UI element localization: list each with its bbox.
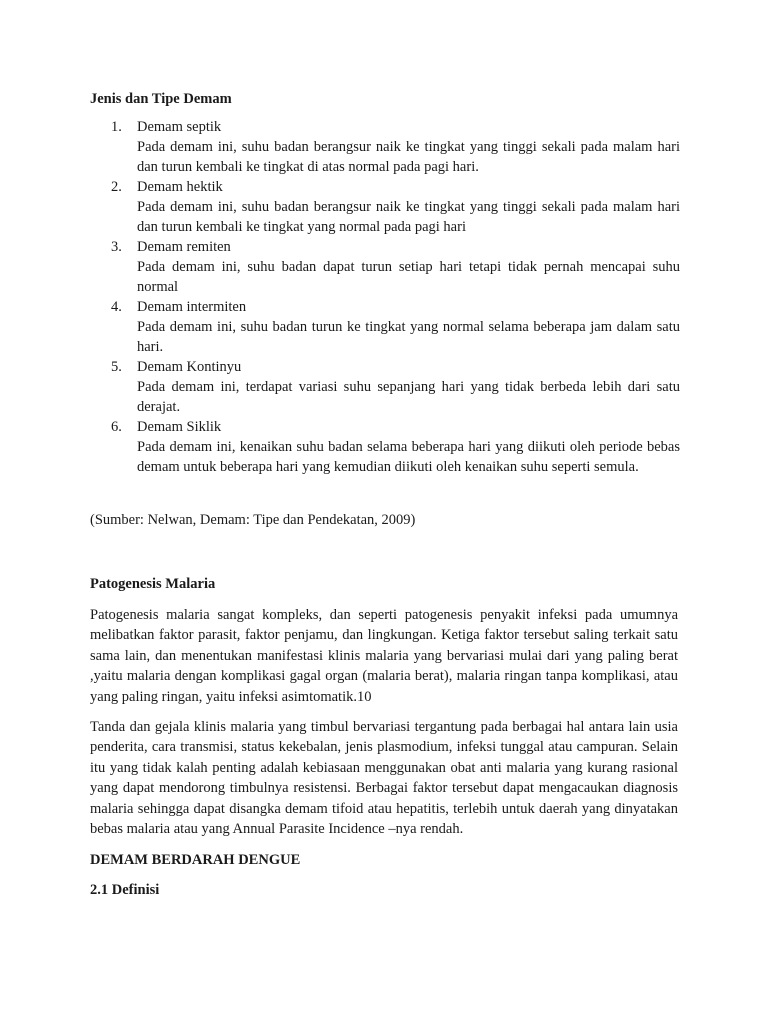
list-item-description: Pada demam ini, suhu badan turun ke tingkat yang normal selama beberapa jam dalam satu hari.: [137, 319, 680, 355]
list-item-description: Pada demam ini, terdapat variasi suhu sepanjang hari yang tidak berbeda lebih dari satu derajat.: [137, 379, 680, 415]
list-item-number: 2.: [111, 179, 122, 195]
list-item-number: 4.: [111, 299, 122, 315]
malaria-paragraph-1: Patogenesis malaria sangat kompleks, dan seperti patogenesis penyakit infeksi pada umumnya melibatkan faktor parasit, faktor penjamu, dan lingkungan. Ketiga faktor tersebut saling terkait satu sama lain, dan menentukan manifestasi klinis malaria yang bervariasi mulai dari yang paling berat ,yaitu malaria dengan komplikasi gagal organ (malaria berat), malaria ringan tanpa komplikasi, atau yang paling ringan, yaitu infeksi asimtomatik.10: [90, 607, 678, 705]
list-item-number: 1.: [111, 119, 122, 135]
source-citation: (Sumber: Nelwan, Demam: Tipe dan Pendekatan, 2009): [90, 512, 416, 528]
list-item-title: Demam Kontinyu: [137, 359, 242, 375]
list-item-title: Demam remiten: [137, 239, 231, 255]
fever-types-list: [90, 117, 680, 477]
list-item-description: Pada demam ini, suhu badan berangsur naik ke tingkat yang tinggi sekali pada malam hari dan turun kembali ke tingkat yang normal pada pagi hari: [137, 199, 680, 235]
list-item-title: Demam intermiten: [137, 299, 247, 315]
list-item-number: 3.: [111, 239, 122, 255]
malaria-paragraph-2: Tanda dan gejala klinis malaria yang timbul bervariasi tergantung pada berbagai hal antara lain usia penderita, cara transmisi, status kekebalan, jenis plasmodium, infeksi tunggal atau campuran. Selain itu yang tidak kalah penting adalah kebiasaan menggunakan obat anti malaria yang kurang rasional yang dapat mendorong timbulnya resistensi. Berbagai faktor tersebut dapat mengacaukan diagnosis malaria sehingga dapat disangka demam tifoid atau hepatitis, terlebih untuk daerah yang dinyatakan bebas malaria atau yang Annual Parasite Incidence –nya rendah.: [90, 719, 678, 838]
list-item: [90, 297, 680, 357]
list-item-title: Demam hektik: [137, 179, 223, 195]
list-item-number: 6.: [111, 419, 122, 435]
fever-types-heading: Jenis dan Tipe Demam: [90, 91, 232, 107]
dengue-heading: DEMAM BERDARAH DENGUE: [90, 852, 301, 868]
list-item: [90, 417, 680, 477]
list-item-description: Pada demam ini, kenaikan suhu badan selama beberapa hari yang diikuti oleh periode bebas demam untuk beberapa hari yang kemudian diikuti oleh kenaikan suhu seperti semula.: [137, 439, 680, 475]
definition-subheading: 2.1 Definisi: [90, 882, 160, 898]
list-item-description: Pada demam ini, suhu badan berangsur naik ke tingkat yang tinggi sekali pada malam hari dan turun kembali ke tingkat di atas normal pada pagi hari.: [137, 139, 680, 175]
list-item-number: 5.: [111, 359, 122, 375]
list-item: [90, 237, 680, 297]
list-item: [90, 117, 680, 177]
list-item-title: Demam septik: [137, 119, 222, 135]
list-item-description: Pada demam ini, suhu badan dapat turun setiap hari tetapi tidak pernah mencapai suhu normal: [137, 259, 680, 295]
list-item-title: Demam Siklik: [137, 419, 222, 435]
malaria-heading: Patogenesis Malaria: [90, 576, 216, 592]
list-item: [90, 177, 680, 237]
list-item: [90, 357, 680, 417]
